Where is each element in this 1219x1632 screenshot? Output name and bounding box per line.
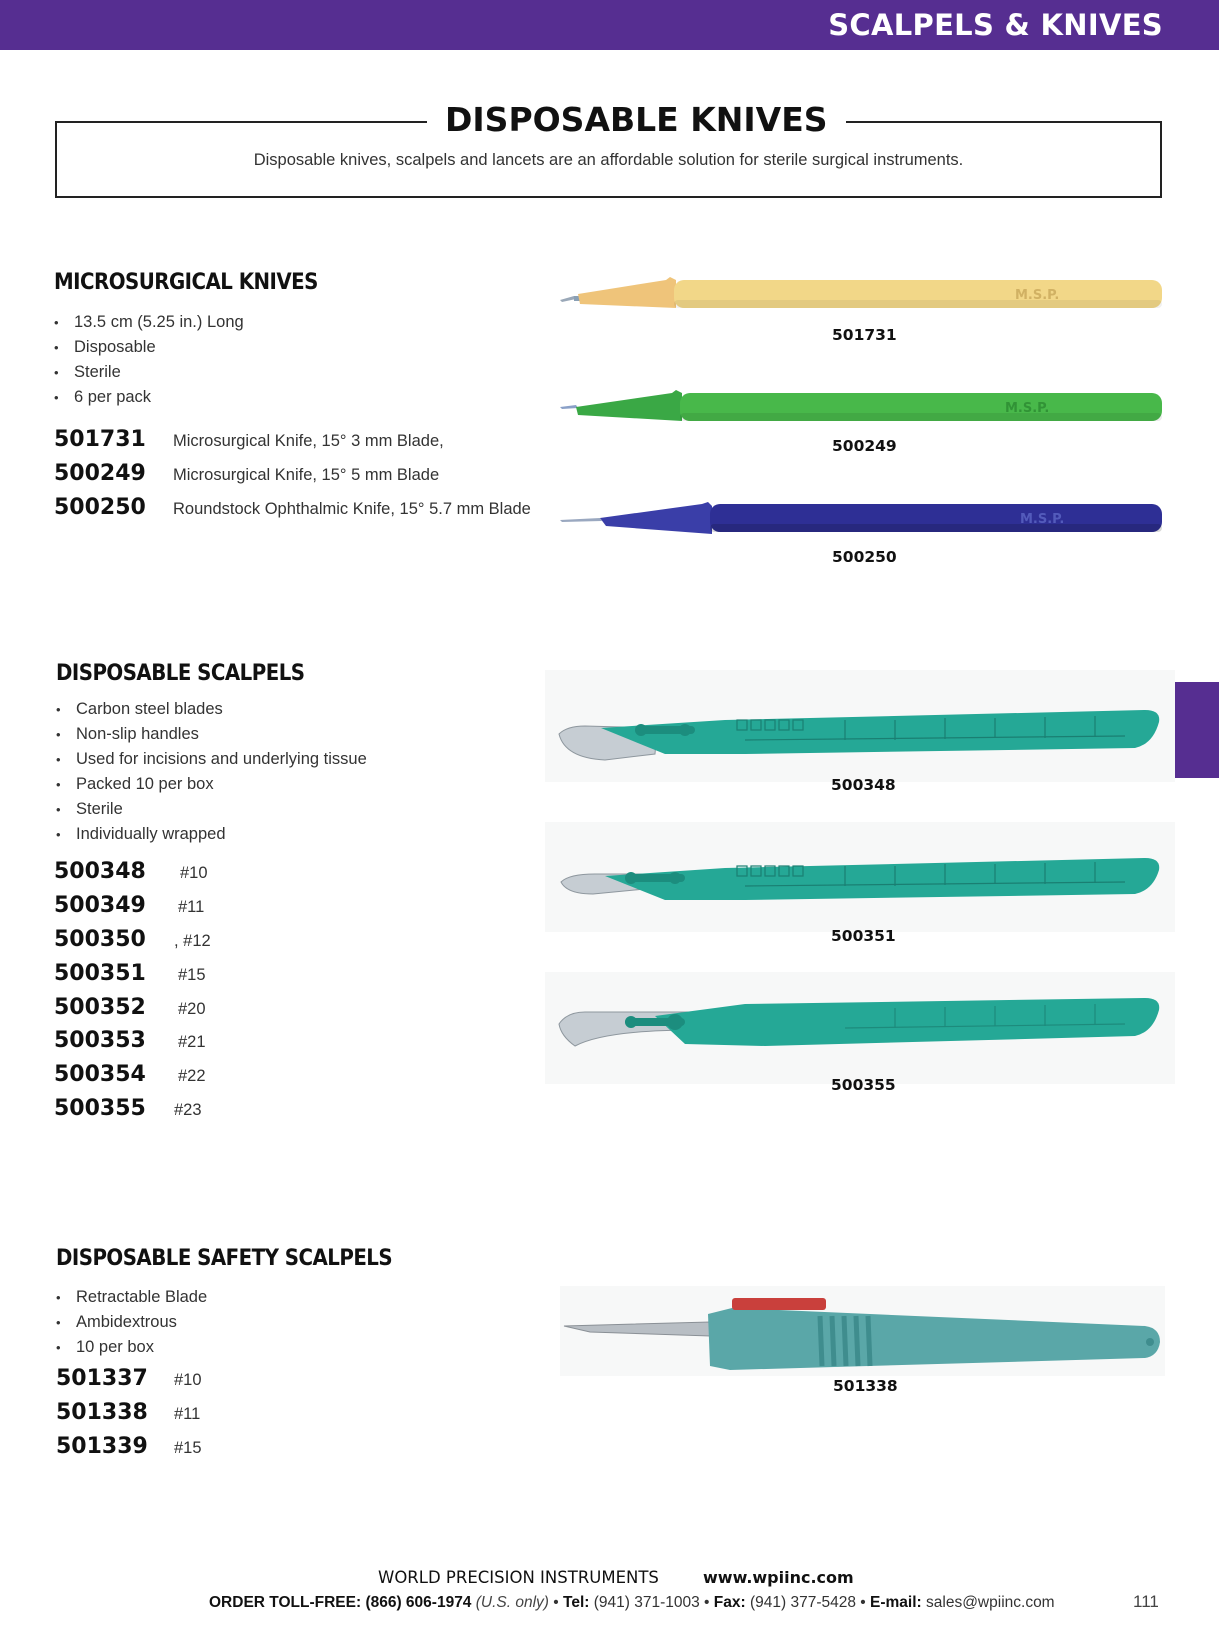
feature-item: • Packed 10 per box xyxy=(56,772,367,797)
knife-cap xyxy=(576,390,682,421)
feature-item: • 10 per box xyxy=(56,1335,207,1360)
scalpel-500348-image xyxy=(545,670,1175,782)
fax-label: Fax: xyxy=(713,1594,746,1611)
product-description: #10 xyxy=(180,864,208,882)
feature-item: • Disposable xyxy=(54,335,244,360)
tel-label: Tel: xyxy=(563,1594,590,1611)
email-address[interactable]: sales@wpiinc.com xyxy=(926,1594,1055,1611)
section-title-microsurgical-knives: MICROSURGICAL KNIVES xyxy=(54,270,318,295)
page-number: 111 xyxy=(1133,1592,1159,1611)
header-bar xyxy=(0,0,1219,50)
product-code: 500352 xyxy=(54,995,146,1020)
feature-item: • Used for incisions and underlying tissue xyxy=(56,747,367,772)
feature-item: • Non-slip handles xyxy=(56,722,367,747)
figure-caption: 500355 xyxy=(831,1076,896,1094)
knife-501731-image xyxy=(560,272,1165,314)
product-description: #10 xyxy=(174,1371,202,1389)
knife-brand-mark: M.S.P. xyxy=(1015,288,1060,303)
product-code: 501337 xyxy=(56,1366,148,1391)
section-side-tab xyxy=(1175,682,1219,778)
separator-dot: • xyxy=(553,1594,564,1611)
figure-caption: 500348 xyxy=(831,776,896,794)
product-description: Roundstock Ophthalmic Knife, 15° 5.7 mm Blade xyxy=(173,500,531,518)
product-description: #23 xyxy=(174,1101,202,1119)
knife-blade xyxy=(560,405,578,409)
product-code: 500351 xyxy=(54,961,146,986)
knife-cap xyxy=(578,277,676,308)
feature-item: • Sterile xyxy=(54,360,244,385)
product-code: 500249 xyxy=(54,461,146,486)
footer-contact-line xyxy=(209,1594,1055,1612)
handle-hole xyxy=(1146,1338,1154,1346)
scalpel-feature-list xyxy=(56,697,367,847)
knife-500250-image xyxy=(560,498,1165,540)
product-description: #22 xyxy=(178,1067,206,1085)
product-code: 500353 xyxy=(54,1028,146,1053)
product-code: 501731 xyxy=(54,427,146,452)
product-description: , #12 xyxy=(174,932,211,950)
product-code: 500350 xyxy=(54,927,146,952)
order-label: ORDER TOLL-FREE: xyxy=(209,1594,362,1611)
figure-caption: 500249 xyxy=(832,437,897,455)
feature-item: • Carbon steel blades xyxy=(56,697,367,722)
separator-dot: • xyxy=(860,1594,871,1611)
knife-500249-image xyxy=(560,385,1165,427)
tel-number: (941) 371-1003 xyxy=(593,1594,700,1611)
safety-scalpel-feature-list xyxy=(56,1285,207,1360)
product-description: #20 xyxy=(178,1000,206,1018)
feature-item: • 13.5 cm (5.25 in.) Long xyxy=(54,310,244,335)
fax-number: (941) 377-5428 xyxy=(749,1594,856,1611)
product-code: 500348 xyxy=(54,859,146,884)
knife-brand-mark: M.S.P. xyxy=(1005,401,1050,416)
product-description: Microsurgical Knife, 15° 5 mm Blade xyxy=(173,466,440,484)
blade-lock-dot xyxy=(625,872,637,884)
product-description: #11 xyxy=(178,898,205,916)
footer-company: WORLD PRECISION INSTRUMENTS xyxy=(378,1568,659,1587)
blade-lock-dot xyxy=(635,724,647,736)
scalpel-500351-image xyxy=(545,822,1175,932)
knife-handle-shadow xyxy=(680,413,1162,421)
order-phone: (866) 606-1974 xyxy=(365,1594,472,1611)
section-title-disposable-safety-scalpels: DISPOSABLE SAFETY SCALPELS xyxy=(56,1246,393,1271)
figure-caption: 501731 xyxy=(832,326,897,344)
blade-retract-slider xyxy=(732,1298,826,1310)
blade-lock-dot xyxy=(669,872,681,884)
product-code: 500250 xyxy=(54,495,146,520)
knife-blade xyxy=(560,296,576,302)
blade-lock-dot xyxy=(679,724,691,736)
footer-website[interactable]: www.wpiinc.com xyxy=(703,1568,854,1587)
feature-item: • Ambidextrous xyxy=(56,1310,207,1335)
separator-dot: • xyxy=(704,1594,714,1611)
category-title: SCALPELS & KNIVES xyxy=(828,8,1163,42)
product-code: 500354 xyxy=(54,1062,146,1087)
scalpel-500355-image xyxy=(545,972,1175,1084)
email-label: E-mail: xyxy=(870,1594,922,1611)
intro-text: Disposable knives, scalpels and lancets are an affordable solution for sterile surgical instruments. xyxy=(253,151,964,169)
knife-handle-shadow xyxy=(674,300,1162,308)
knife-cap xyxy=(600,502,712,534)
order-note: (U.S. only) xyxy=(475,1594,549,1611)
microsurgical-feature-list xyxy=(54,310,244,410)
feature-item: • 6 per pack xyxy=(54,385,244,410)
knife-handle-shadow xyxy=(710,524,1162,532)
product-code: 500349 xyxy=(54,893,146,918)
blade-lock-dot xyxy=(625,1016,637,1028)
figure-caption: 501338 xyxy=(833,1377,898,1395)
section-title-disposable-scalpels: DISPOSABLE SCALPELS xyxy=(56,661,305,686)
product-description: #11 xyxy=(174,1405,201,1423)
figure-caption: 500351 xyxy=(831,927,896,945)
figure-caption: 500250 xyxy=(832,548,897,566)
blade-lock-dot xyxy=(667,1014,683,1030)
safety-scalpel-501338-image xyxy=(560,1286,1165,1376)
knife-brand-mark: M.S.P. xyxy=(1020,512,1065,527)
product-code: 500355 xyxy=(54,1096,146,1121)
knife-blade xyxy=(560,518,602,522)
feature-item: • Retractable Blade xyxy=(56,1285,207,1310)
product-description: #15 xyxy=(178,966,206,984)
product-description: Microsurgical Knife, 15° 3 mm Blade, xyxy=(173,432,444,450)
product-description: #21 xyxy=(178,1033,206,1051)
page-title: DISPOSABLE KNIVES xyxy=(427,100,846,139)
feature-item: • Sterile xyxy=(56,797,367,822)
product-code: 501338 xyxy=(56,1400,148,1425)
product-description: #15 xyxy=(174,1439,202,1457)
product-code: 501339 xyxy=(56,1434,148,1459)
feature-item: • Individually wrapped xyxy=(56,822,367,847)
